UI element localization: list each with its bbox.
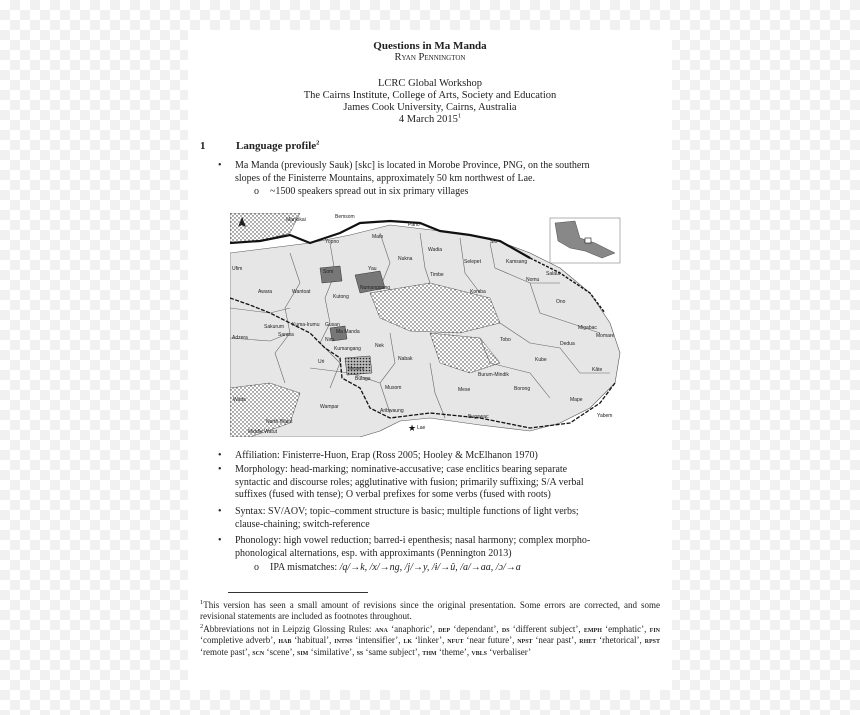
map-label-kumangang: Kumangang (334, 346, 361, 352)
map-label-nabak: Nabak (398, 356, 413, 362)
abbrev-key: npst (517, 635, 536, 646)
abbrev-key: intns (334, 635, 356, 646)
abbrev-key: rhet (579, 635, 600, 646)
map-label-wadia: Wadia (428, 247, 442, 253)
abbrev-def: ‘rhetorical’, (599, 635, 645, 646)
document-page (188, 30, 672, 690)
abbrev-def: ‘near past’, (535, 635, 580, 646)
map-label-sarasa: Sarasa (278, 332, 294, 338)
map-label-kamsang: Kamsang (506, 259, 528, 265)
abbrev-key: rpst (644, 635, 660, 646)
map-label-timbe: Timbe (430, 272, 444, 278)
map-label-aribwaung: Aribwaung (380, 408, 404, 414)
section-title: Language profile (236, 140, 317, 152)
language-map (230, 213, 628, 437)
map-label-mape: Mape (570, 397, 583, 403)
map-label-sakurum: Sakurum (264, 324, 285, 330)
abbrev-def: ‘near future’, (466, 635, 518, 646)
abbrev-key: thm (422, 646, 439, 657)
language-map-svg (230, 213, 628, 437)
footnote-2-intro: Abbreviations not in Leipzig Glossing Rules: (203, 624, 375, 634)
institute-line: The Cairns Institute, College of Arts, Society and Education (303, 90, 557, 101)
abbrev-def: ‘scene’, (266, 646, 297, 657)
map-label-salaut: Salaut (546, 271, 561, 277)
morphology-line2: syntactic and discourse roles; agglutinative with fusion; primarily suffixing; S/A verbal (235, 476, 584, 488)
map-label-selepet: Selepet (464, 259, 481, 265)
syntax-line1: Syntax: SV/AOV; topic–comment structure is basic; multiple functions of light verbs; (235, 506, 579, 517)
phonology-line2: phonological alternations, esp. with approximants (Pennington 2013) (235, 547, 512, 559)
date-text: 4 March 2015 (398, 114, 458, 125)
bullet-morphology (235, 464, 659, 502)
footnote-1-line1: This version has seen a small amount of revisions since the original presentation. Some errors are (203, 600, 581, 610)
abbrev-def: ‘similative’, (310, 646, 357, 657)
map-label-nomu: Nomu (526, 277, 540, 283)
footnote-2-marker: 2 (200, 623, 204, 630)
bullet-dot: • (218, 450, 222, 461)
phonology-line1: Phonology: high vowel reduction; barred-i epenthesis; nasal harmony; complex morpho- (235, 535, 591, 546)
abbrev-def: ‘theme’, (438, 646, 472, 657)
map-label-bemsom: Bemsom (335, 214, 355, 220)
sub-bullet-speakers: ~1500 speakers spread out in six primary villages (270, 186, 469, 197)
map-label-yau: Yau (368, 266, 377, 272)
map-label-bugawac: Bugawac (468, 414, 489, 420)
bullet-affiliation: Affiliation: Finisterre-Huon, Erap (Ross 2005; Hooley & McElhanon 1970) (235, 450, 538, 461)
abbrev-key: lk (403, 635, 415, 646)
abbrev-key: ds (501, 624, 513, 634)
map-label-mankikai: Mankikai (286, 217, 306, 223)
morphology-line1: Morphology: head-marking; nominative-accusative; case enclitics bearing separate (235, 464, 568, 475)
map-label-adzera: Adzera (232, 335, 248, 341)
map-label-dedua: Dedua (560, 341, 575, 347)
map-label-mesem: Mesem (348, 366, 365, 372)
abbrev-def: ‘same subject’, (365, 646, 423, 657)
map-label-lae: Lae (417, 425, 426, 431)
map-label-yopno: Yopno (325, 239, 339, 245)
map-label-ufim: Ufim (232, 266, 243, 272)
map-label-bulaga: Bulaga (355, 376, 371, 382)
map-label-wampar: Wampar (320, 404, 339, 410)
map-label-nukna: Nukna (398, 256, 413, 262)
map-label-pano: Pano (408, 222, 420, 228)
map-label-tobo: Tobo (500, 337, 511, 343)
map-label-yabem: Yabem (597, 413, 613, 419)
abbrev-key: vbls (471, 646, 490, 657)
bullet-location-line1: Ma Manda (previously Sauk) [skc] is located in Morobe Province, PNG, on the southern (235, 160, 590, 171)
syntax-line2: clause-chaining; switch-reference (235, 518, 370, 530)
map-label-kate: Kâte (592, 367, 603, 373)
abbrev-def: ‘habitual’, (294, 635, 335, 646)
abbrev-def: ‘linker’, (414, 635, 448, 646)
date-line (188, 114, 672, 127)
map-label-uri: Uri (318, 359, 325, 365)
bullet-location (235, 160, 659, 185)
sub-bullet-circle: o (254, 186, 259, 197)
abbrev-key: scn (252, 646, 267, 657)
footnote-ref-1[interactable]: 1 (457, 112, 462, 120)
map-label-mese: Mese (458, 387, 471, 393)
map-label-ma-manda: Ma Manda (336, 329, 360, 335)
bullet-dot: • (218, 160, 222, 171)
abbrev-key: fin (649, 624, 660, 634)
abbrev-def: ‘remote past’, (200, 646, 253, 657)
abbrev-def: ‘intensifier’, (355, 635, 404, 646)
map-label-kube: Kube (535, 357, 547, 363)
map-label-gusan: Gusan (325, 322, 340, 328)
bullet-dot: • (218, 506, 222, 517)
bullet-location-line2: slopes of the Finisterre Mountains, approximately 50 km northwest of Lae. (235, 172, 535, 184)
lae-star-icon: ★ (408, 423, 417, 433)
abbrev-key: emph (583, 624, 606, 634)
bullet-syntax (235, 506, 659, 531)
footnote-2 (200, 624, 660, 658)
morphology-line3: suffixes (fused with tense); O verbal prefixes for some verbs (fused with roots) (235, 489, 551, 500)
abbrev-def: ‘verbaliser’ (489, 646, 532, 657)
map-label-nek: Nek (375, 343, 384, 349)
abbrev-key: dep (438, 624, 454, 634)
bullet-dot: • (218, 535, 222, 546)
workshop-line: LCRC Global Workshop (378, 78, 482, 89)
map-label-ono: Ono (556, 299, 566, 305)
abbrev-def: ‘completive adverb’, (200, 635, 279, 646)
abbrev-def: ‘dependant’, (453, 624, 502, 634)
footnote-rule (228, 592, 368, 593)
map-label-north-watut: North Watut (266, 419, 293, 425)
map-label-watta: Watta (233, 397, 246, 403)
bullet-dot: • (218, 464, 222, 475)
abbrev-key: sim (296, 646, 311, 657)
map-label-awara: Awara (258, 289, 273, 295)
abbrev-def: ‘different subject’, (512, 624, 584, 634)
footnote-1 (200, 600, 660, 623)
map-label-borong: Borong (514, 386, 531, 392)
map-label-nim: Nim (325, 337, 334, 343)
map-label-sio: Sio (490, 239, 498, 245)
university-line: James Cook University, Cairns, Australia (343, 102, 517, 113)
abbrev-key: nfut (447, 635, 467, 646)
ipa-values: /q/→k, /x/→ng, /j/→y, /ɨ/→û, /a/→aa, /ɔ/→a (339, 562, 521, 573)
map-label-musom: Musom (385, 385, 402, 391)
map-label-middle-watut: Middle Watut (248, 429, 277, 435)
footnote-1-line2: corrected, and some revisional statements are included as footnotes throughout. (200, 600, 660, 622)
section-number: 1 (200, 140, 206, 152)
map-label-komba: Komba (470, 289, 486, 295)
map-label-momare: Momare (596, 333, 615, 339)
bullet-phonology (235, 535, 659, 560)
footnote-ref-2[interactable]: 2 (316, 139, 320, 147)
abbrev-def: ‘emphatic’, (605, 624, 650, 634)
map-label-kutong: Kutong (333, 294, 349, 300)
map-label-burum-mindik: Burum-Mindik (478, 372, 509, 378)
abbrev-key: ana (374, 624, 392, 634)
ipa-label: IPA mismatches: (270, 562, 340, 573)
map-label-wantoat: Wantoat (292, 289, 311, 295)
section-heading (200, 140, 319, 152)
abbrev-def: ‘anaphoric’, (391, 624, 439, 634)
abbrev-key: ss (356, 646, 366, 657)
map-label-som: Som (323, 269, 334, 275)
abbrev-key: hab (278, 635, 295, 646)
map-label-kuma-irumu: Kuma-Irumu (292, 322, 320, 328)
sub-bullet-circle: o (254, 562, 259, 573)
sub-bullet-ipa (270, 562, 660, 575)
map-label-mato: Mato (372, 234, 384, 240)
footnote-1-marker: 1 (200, 599, 204, 606)
map-label-migabac: Migabac (578, 325, 597, 331)
doc-author: Ryan Pennington (394, 52, 466, 63)
doc-title: Questions in Ma Manda (373, 40, 487, 52)
map-label-numanggang: Numanggang (360, 285, 391, 291)
